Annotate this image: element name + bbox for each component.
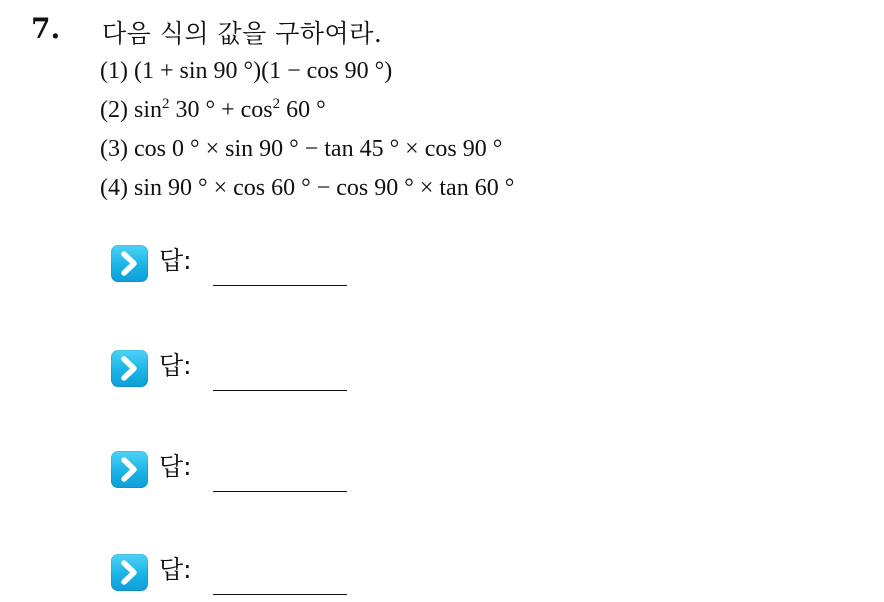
sub-question-expression: sin 90 ° × cos 60 ° − cos 90 ° × tan 60 ° [133, 175, 515, 201]
answer-label: 답: [159, 452, 192, 481]
answer-row-4 [111, 554, 371, 594]
expr-part: 30 ° + cos [169, 97, 273, 123]
chevron-right-icon [111, 451, 148, 488]
exponent: 2 [162, 96, 170, 112]
sub-question-label: (4) [100, 175, 128, 201]
answer-row-3 [111, 451, 371, 491]
sub-question-label: (3) [100, 136, 128, 162]
answer-label: 답: [159, 246, 192, 275]
sub-question-list [100, 56, 514, 212]
chevron-right-icon [111, 350, 148, 387]
answer-row-1 [111, 245, 371, 285]
sub-question-3 [100, 134, 514, 173]
exponent: 2 [272, 96, 281, 112]
question-title: 다음 식의 값을 구하여라. [102, 19, 383, 48]
sub-question-2 [100, 95, 514, 134]
answer-blank[interactable] [213, 390, 347, 391]
question-number: 7. [31, 12, 61, 45]
answer-blank[interactable] [213, 285, 347, 286]
answer-blank[interactable] [213, 491, 347, 492]
expr-part: sin [133, 97, 162, 123]
sub-question-1 [100, 56, 514, 95]
expr-part: 60 ° [280, 97, 326, 123]
sub-question-label: (1) [100, 58, 128, 84]
answer-blank[interactable] [213, 594, 347, 595]
sub-question-label: (2) [100, 97, 128, 123]
sub-question-4 [100, 173, 514, 212]
sub-question-expression: cos 0 ° × sin 90 ° − tan 45 ° × cos 90 ° [133, 136, 503, 162]
answer-label: 답: [159, 351, 192, 380]
sub-question-expression [134, 97, 326, 123]
chevron-right-icon [111, 245, 148, 282]
answer-label: 답: [159, 555, 192, 584]
chevron-right-icon [111, 554, 148, 591]
sub-question-expression: (1 + sin 90 °)(1 − cos 90 °) [133, 58, 393, 84]
answer-row-2 [111, 350, 371, 390]
